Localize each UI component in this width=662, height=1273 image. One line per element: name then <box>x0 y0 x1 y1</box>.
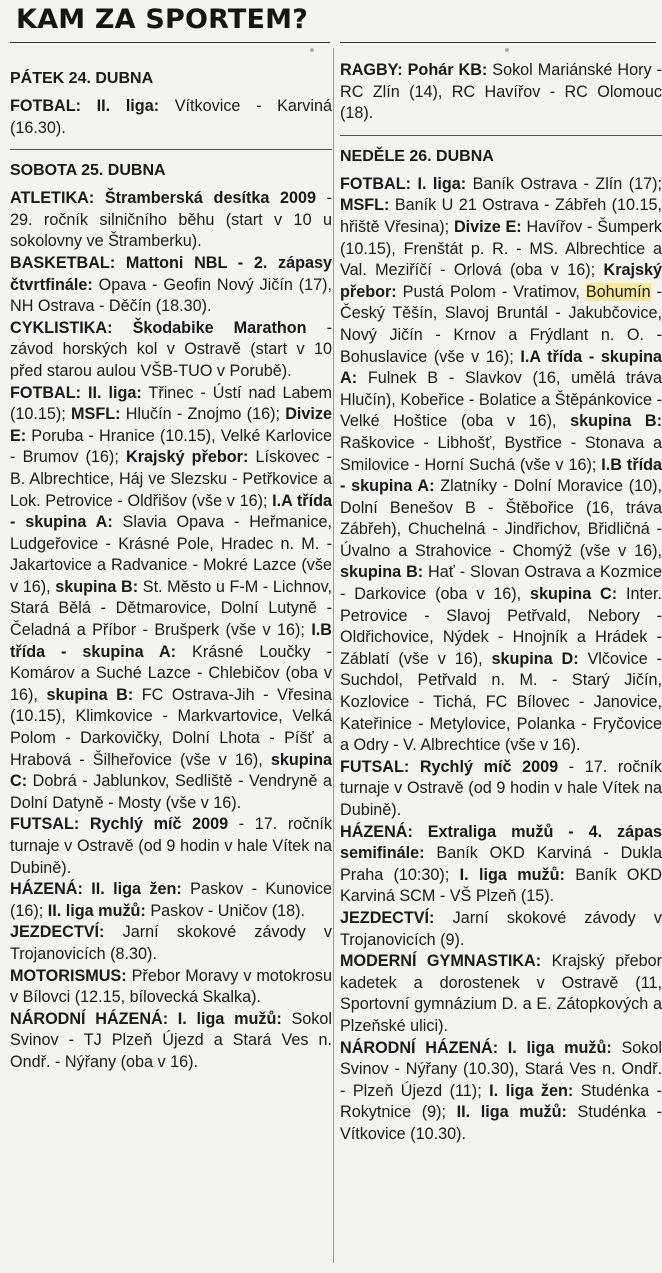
entry-text: Baník Ostrava - Zlín (17); <box>466 174 662 193</box>
entry-lead: BASKETBAL: Mattoni NBL - 2. zápasy čtvrtfinále: <box>10 253 332 294</box>
entry-lead: RAGBY: Pohár KB: <box>340 61 488 79</box>
entry-lead: FUTSAL: Rychlý míč 2009 <box>10 815 229 834</box>
entry-lead: Divize E: <box>10 405 332 445</box>
entry-lead: II. liga mužů: <box>47 901 146 920</box>
entry-lead: Krajský přebor: <box>340 261 662 301</box>
decorative-dot <box>310 48 314 52</box>
entry-lead: I.B třída - skupina A: <box>10 621 332 661</box>
listing-entry <box>10 1009 332 1074</box>
entry-lead: II. liga mužů: <box>456 1103 567 1122</box>
entry-text: Třinec - Ústí nad Labem (10.15); <box>10 383 332 424</box>
entry-text: Sokol Mariánské Hory - RC Zlín (14), RC Havířov - RC Olomouc (18). <box>340 61 662 123</box>
listing-entry <box>10 318 332 383</box>
section-divider <box>10 149 332 150</box>
day-heading-saturday: SOBOTA 25. DUBNA <box>10 162 166 180</box>
left-column <box>10 60 332 1074</box>
page-header <box>0 0 662 44</box>
entry-text: Slavia Opava - Heřmanice, Ludgeřovice - Krásné Pole, Hradec n. M. - Jakartovice a Radvanice - Mokré Lazce (vše v 16), <box>10 513 332 596</box>
entry-text: Baník OKD Karviná - Dukla Praha (10:30); <box>340 844 662 884</box>
entry-lead: FUTSAL: Rychlý míč 2009 <box>340 757 559 776</box>
entry-text: Vlčovice - Suchdol, Petřvald n. M. - Starý Jičín, Kozlovice - Tichá, FC Bílovec - Janovice, Kateřinice - Metylovice, Polanka - Fryčovice a Odry - V. Albrechtice (vše v 16). <box>340 649 662 755</box>
entry-text: Studénka - Rokytnice (9); <box>340 1081 662 1122</box>
entry-lead: skupina B: <box>55 577 139 596</box>
entry-lead: I.B třída - skupina A: <box>340 455 662 496</box>
listing-entry <box>340 951 662 1037</box>
decorative-dot <box>505 48 509 52</box>
entry-text: Přebor Moravy v motokrosu v Bílovci (12.15, bílovecká Skalka). <box>10 966 332 1007</box>
entry-text: Inter. Petrovice - Slavoj Petřvald, Nebory - Oldřichovice, Nýdek - Hnojník a Hrádek - Záblatí (vše v 16), <box>340 585 662 668</box>
entry-text: Sokol Svinov - TJ Plzeň Újezd a Stará Ves n. Ondř. - Nýřany (oba v 16). <box>10 1009 332 1071</box>
listing-rugby <box>340 60 662 125</box>
listing-saturday <box>10 188 332 1073</box>
entry-lead: skupina B: <box>570 412 662 431</box>
entry-text: - 29. ročník silničního běhu (start v 10 u sokolovny ve Štramberku). <box>10 189 333 251</box>
entry-text: Hlučín - Znojmo (16); <box>120 405 286 424</box>
entry-text: Opava - Geofin Nový Jičín (17), NH Ostrava - Děčín (18.30). <box>10 275 332 316</box>
listing-friday <box>10 96 332 139</box>
entry-lead: I.A třída - skupina A: <box>340 347 662 388</box>
entry-lead: I.A třída - skupina A: <box>10 491 332 532</box>
listing-entry <box>10 814 332 879</box>
entry-text: Jarní skokové závody v Trojanovicích (8.30). <box>10 923 332 963</box>
entry-text: - 17. ročník turnaje v Ostravě (od 9 hodin v hale Vítek na Dubině). <box>10 815 332 877</box>
listing-entry <box>10 966 332 1009</box>
entry-text: Sokol Svinov - Nýřany (10.30), Stará Ves n. Ondř. - Plzeň Újezd (11); <box>340 1038 662 1100</box>
entry-lead: Divize E: <box>453 217 522 236</box>
entry-text: Krajský přebor kadetek a dorostenek v Ostravě (11, Sportovní gymnázium D. a E. Zátopkových a Plzeňské ulici). <box>340 952 662 1035</box>
entry-lead: FOTBAL: I. liga: <box>340 174 467 193</box>
entry-lead: MODERNÍ GYMNASTIKA: <box>340 952 542 971</box>
entry-text: Krásné Loučky - Komárov a Suché Lazce - Chlebičov (oba v 16), <box>10 642 332 704</box>
listing-entry <box>10 922 332 965</box>
entry-text: Baník U 21 Ostrava - Zábřeh (10.15, hřiště Vřesina); <box>340 196 662 236</box>
entry-text: FC Ostrava-Jih - Vřesina (10.15), Klimkovice - Markvartovice, Velká Polom - Darkovičky, Dolní Lhota - Píšť a Hrabová - Šilheřovice (vše v 16), <box>10 685 332 769</box>
entry-text: Poruba - Hranice (10.15), Velké Karlovice - Brumov (16); <box>10 426 332 467</box>
listing-entry <box>10 188 332 253</box>
entry-text: Hať - Slovan Ostrava a Kozmice - Darkovice (oba v 16), <box>340 563 662 604</box>
entry-text: Raškovice - Libhošť, Bystřice - Stonava a Smilovice - Horní Suchá (vše v 16); <box>340 433 662 474</box>
entry-text: Jarní skokové závody v Trojanovicích (9). <box>340 908 662 949</box>
entry-text: Dobrá - Jablunkov, Sedliště - Vendryně a Dolní Datyně - Mosty (vše v 16). <box>10 772 332 812</box>
entry-lead: I. liga žen: <box>489 1081 574 1100</box>
entry-text: Zlatníky - Dolní Moravice (10), Dolní Benešov B - Štěbořice (16, tráva Zábřeh), Chuchelná - Jindřichov, Břidličná - Úvalno a Strahovice - Chomýž (vše v 16), <box>340 477 662 560</box>
entry-text: Paskov - Kunovice (16); <box>10 880 332 920</box>
entry-text: - závod horských kol v Ostravě (start v 10 před starou aulou VŠB-TUO v Porubě). <box>10 318 332 380</box>
listing-entry <box>340 757 662 822</box>
entry-lead: NÁRODNÍ HÁZENÁ: I. liga mužů: <box>340 1038 612 1057</box>
entry-lead: I. liga mužů: <box>459 865 565 884</box>
entry-text: Bohumín <box>585 282 651 301</box>
section-divider <box>340 135 662 136</box>
entry-lead: JEZDECTVÍ: <box>10 923 105 942</box>
entry-text: Paskov - Uničov (18). <box>145 901 306 920</box>
day-heading-friday: PÁTEK 24. DUBNA <box>10 70 154 87</box>
listing-entry <box>340 822 662 908</box>
entry-lead: skupina B: <box>340 563 424 582</box>
entry-lead: Krajský přebor: <box>126 448 249 467</box>
entry-lead: HÁZENÁ: Extraliga mužů - 4. zápas semifinále: <box>340 822 662 863</box>
listing-entry <box>10 383 332 815</box>
entry-text: - Český Těšín, Slavoj Bruntál - Jakubčovice, Nový Jičín - Krnov a Frýdlant n. O. - Bohuslavice (vše v 16); <box>340 282 662 366</box>
entry-lead: CYKLISTIKA: Škodabike Marathon <box>10 318 307 337</box>
entry-text: Pustá Polom - Vratimov, <box>396 282 586 301</box>
listing-entry <box>340 908 662 951</box>
day-heading-sunday: NEDĚLE 26. DUBNA <box>340 147 494 165</box>
entry-lead: ATLETIKA: Štramberská desítka 2009 <box>10 189 316 208</box>
entry-lead: MSFL: <box>340 196 390 215</box>
entry-lead: skupina C: <box>530 585 618 604</box>
entry-lead: skupina D: <box>491 649 579 668</box>
listing-entry <box>340 1038 662 1146</box>
entry-text: Studénka - Vítkovice (10.30). <box>340 1103 662 1143</box>
entry-lead: FOTBAL: II. liga: <box>10 383 142 402</box>
entry-lead: JEZDECTVÍ: <box>340 908 435 927</box>
entry-text: Vítkovice - Karviná (16.30). <box>10 97 332 137</box>
listing-entry <box>10 253 332 318</box>
entry-text: Baník OKD Karviná SCM - VŠ Plzeň (15). <box>340 865 662 906</box>
entry-lead: skupina C: <box>10 750 332 791</box>
column-divider <box>333 48 334 1263</box>
entry-lead: HÁZENÁ: II. liga žen: <box>10 880 182 899</box>
right-column <box>340 60 662 1146</box>
entry-lead: MOTORISMUS: <box>10 966 127 985</box>
entry-lead: skupina B: <box>46 685 134 704</box>
listing-sunday <box>340 174 662 1146</box>
entry-text: Fulnek B - Slavkov (16, umělá tráva Hlučín), Kobeřice - Bolatice a Štěpánkovice - Velké Hoštice (oba v 16), <box>340 369 662 431</box>
listing-entry <box>340 174 662 757</box>
listing-entry <box>10 879 332 922</box>
page-title: KAM ZA SPORTEM? <box>16 4 309 35</box>
entry-text: - 17. ročník turnaje v Ostravě (od 9 hodin v hale Vítek na Dubině). <box>340 757 662 819</box>
entry-lead: FOTBAL: II. liga: <box>10 97 160 115</box>
entry-lead: NÁRODNÍ HÁZENÁ: I. liga mužů: <box>10 1009 282 1028</box>
entry-text: Lískovec - B. Albrechtice, Háj ve Slezsku - Petřkovice a Lok. Petrovice - Oldřišov (vše v 16); <box>10 448 332 510</box>
entry-lead: MSFL: <box>71 405 121 424</box>
entry-text: St. Město u F-M - Lichnov, Stará Bělá - Dětmarovice, Dolní Lutyně - Čeladná a Příbor - Brušperk (vše v 16); <box>10 577 333 640</box>
header-rule-right <box>340 42 656 43</box>
entry-text: Havířov - Šumperk (10.15), Frenštát p. R. - MS. Albrechtice a Val. Meziříčí - Orlová (oba v 16); <box>340 217 662 280</box>
header-rule <box>10 42 330 43</box>
